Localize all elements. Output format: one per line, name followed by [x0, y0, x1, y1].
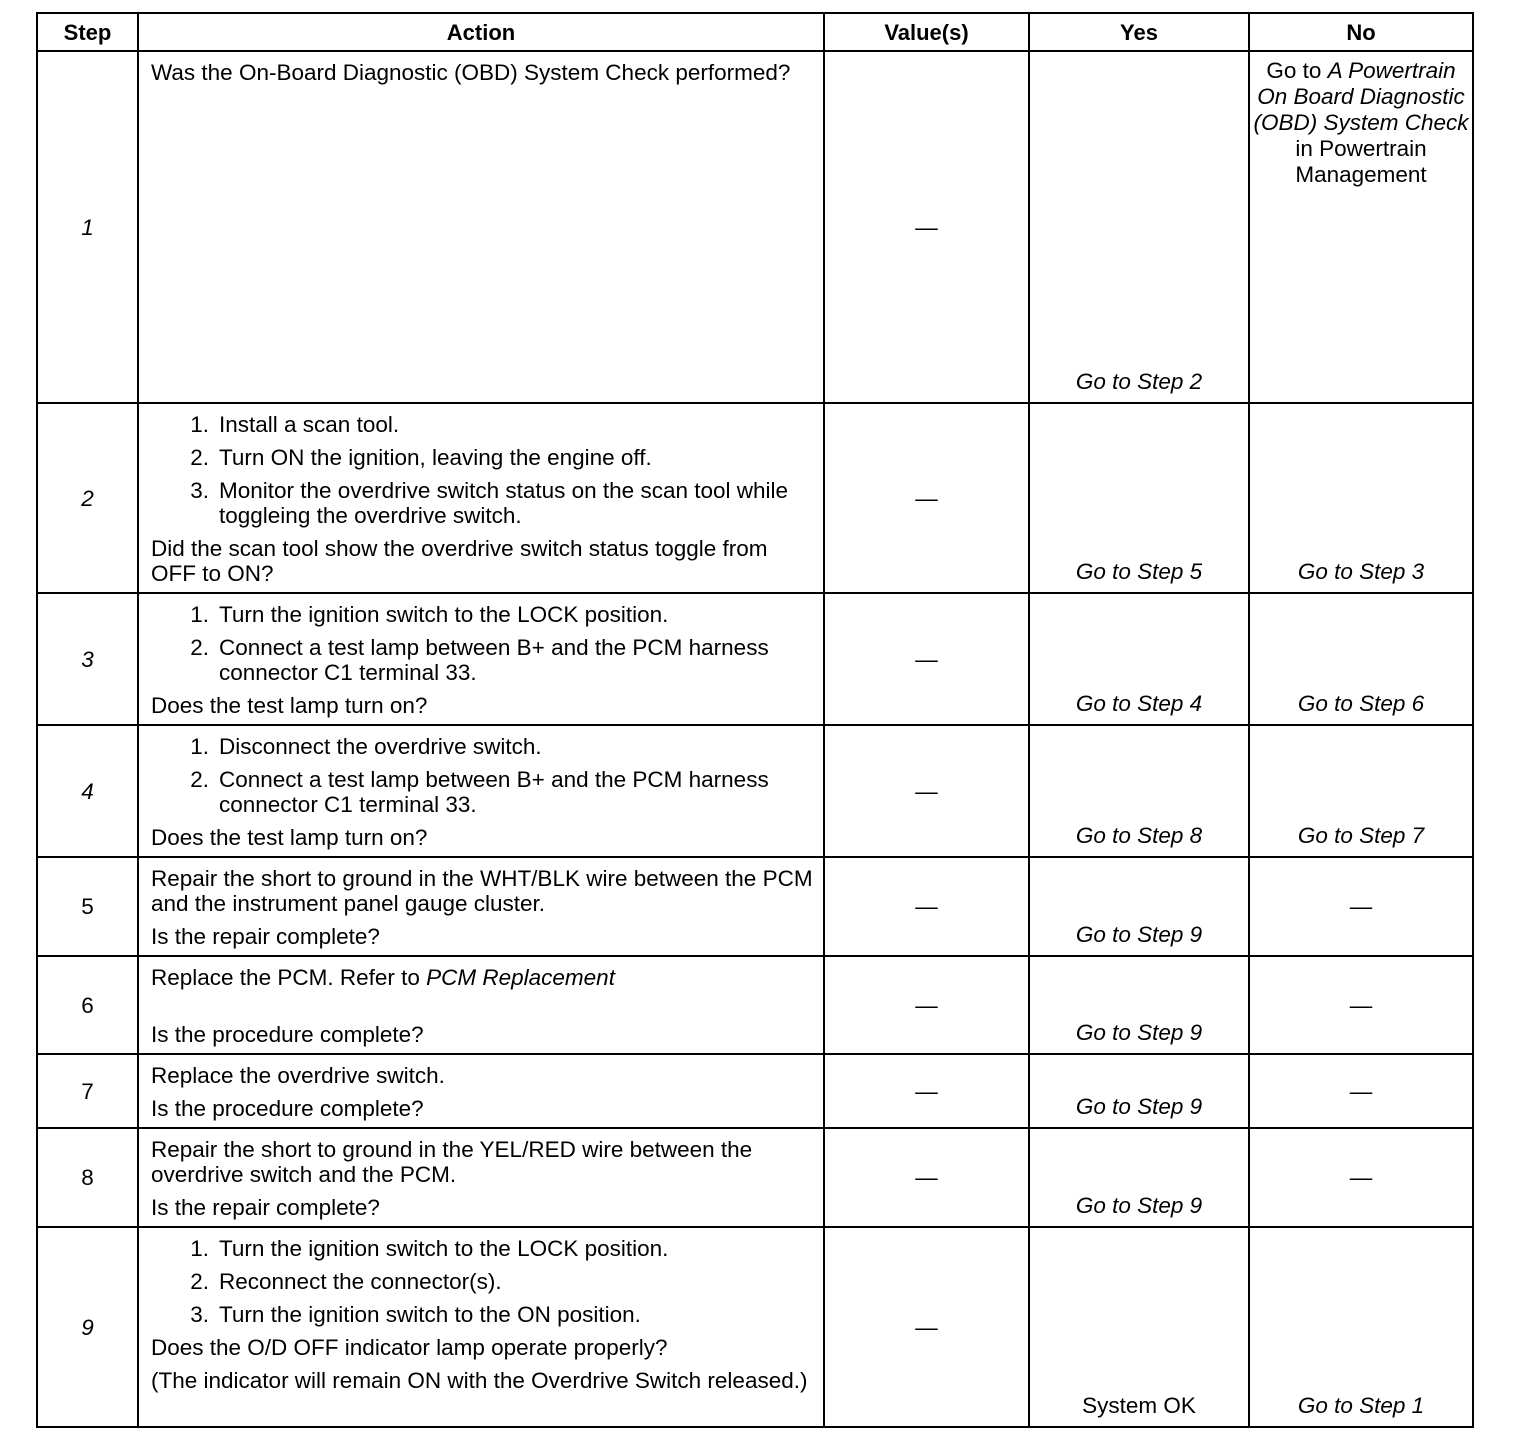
yes-cell: Go to Step 8: [1029, 725, 1249, 857]
value-cell: —: [824, 593, 1029, 725]
table-row: [37, 956, 1473, 1054]
action-item: Install a scan tool.: [219, 412, 400, 437]
action-item: Disconnect the overdrive switch.: [219, 734, 542, 759]
step-number: 6: [37, 956, 138, 1054]
yes-cell: Go to Step 9: [1029, 857, 1249, 956]
action-text-link: PCM Replacement: [426, 965, 615, 990]
action-item: Connect a test lamp between B+ and the PCM harness connector C1 terminal 33.: [219, 635, 769, 685]
action-item: Turn the ignition switch to the ON position.: [219, 1302, 641, 1327]
header-action: Action: [138, 13, 824, 51]
action-cell: [138, 593, 824, 725]
step-number: 5: [37, 857, 138, 956]
table-row: [37, 725, 1473, 857]
value-cell: —: [824, 956, 1029, 1054]
item-number: 1.: [190, 1236, 209, 1261]
action-question: Was the On-Board Diagnostic (OBD) System Check performed?: [151, 60, 791, 85]
item-number: 1.: [190, 734, 209, 759]
yes-cell: Go to Step 9: [1029, 956, 1249, 1054]
diagnostic-table: [36, 12, 1474, 1428]
step-number: 9: [37, 1227, 138, 1427]
header-step: Step: [37, 13, 138, 51]
item-number: 2.: [190, 1269, 209, 1294]
action-cell: [138, 51, 824, 403]
yes-cell: Go to Step 9: [1029, 1054, 1249, 1128]
action-text: Repair the short to ground in the YEL/RED wire between the overdrive switch and the PCM.: [151, 1137, 753, 1187]
table-row: [37, 857, 1473, 956]
table-row: [37, 593, 1473, 725]
no-cell: Go to Step 7: [1249, 725, 1473, 857]
item-number: 2.: [190, 635, 209, 660]
no-cell: —: [1249, 1128, 1473, 1227]
table-row: [37, 1128, 1473, 1227]
action-question: Did the scan tool show the overdrive switch status toggle from OFF to ON?: [151, 536, 768, 586]
header-yes: Yes: [1029, 13, 1249, 51]
action-question: Is the procedure complete?: [151, 1096, 424, 1121]
action-item: Monitor the overdrive switch status on the scan tool while toggleing the overdrive switch.: [219, 478, 789, 528]
no-cell: —: [1249, 956, 1473, 1054]
action-cell: [138, 725, 824, 857]
value-cell: —: [824, 1227, 1029, 1427]
no-link: A Powertrain On Board Diagnostic (OBD) System Check: [1253, 58, 1469, 135]
no-prefix: Go to: [1266, 58, 1328, 83]
table-row: [37, 51, 1473, 403]
action-cell: [138, 1128, 824, 1227]
action-question: Does the O/D OFF indicator lamp operate properly?: [151, 1335, 668, 1360]
action-item: Turn ON the ignition, leaving the engine off.: [219, 445, 652, 470]
step-number: 1: [37, 51, 138, 403]
header-no: No: [1249, 13, 1473, 51]
action-text: Repair the short to ground in the WHT/BLK wire between the PCM and the instrument panel gauge cluster.: [151, 866, 813, 916]
step-number: 4: [37, 725, 138, 857]
action-item: Turn the ignition switch to the LOCK position.: [219, 602, 669, 627]
value-cell: —: [824, 1054, 1029, 1128]
action-question: Is the repair complete?: [151, 924, 380, 949]
item-number: 2.: [190, 445, 209, 470]
value-cell: —: [824, 857, 1029, 956]
table-row: [37, 1054, 1473, 1128]
no-cell: —: [1249, 1054, 1473, 1128]
value-cell: —: [824, 725, 1029, 857]
no-cell: —: [1249, 857, 1473, 956]
header-row: [37, 13, 1473, 51]
action-text-prefix: Replace the PCM. Refer to: [151, 965, 427, 990]
table-row: [37, 403, 1473, 593]
action-question: Does the test lamp turn on?: [151, 693, 428, 718]
action-cell: [138, 956, 824, 1054]
step-number: 7: [37, 1054, 138, 1128]
action-text: Replace the overdrive switch.: [151, 1063, 445, 1088]
item-number: 1.: [190, 602, 209, 627]
action-text: [151, 965, 813, 990]
action-note: (The indicator will remain ON with the Overdrive Switch released.): [151, 1368, 808, 1393]
no-cell: Go to Step 1: [1249, 1227, 1473, 1427]
action-cell: [138, 1054, 824, 1128]
value-cell: —: [824, 403, 1029, 593]
action-question: Is the repair complete?: [151, 1195, 380, 1220]
item-number: 1.: [190, 412, 209, 437]
action-cell: [138, 403, 824, 593]
table-row: [37, 1227, 1473, 1427]
action-item: Connect a test lamp between B+ and the PCM harness connector C1 terminal 33.: [219, 767, 769, 817]
step-number: 8: [37, 1128, 138, 1227]
no-cell: Go to Step 6: [1249, 593, 1473, 725]
yes-cell: Go to Step 2: [1029, 51, 1249, 403]
yes-cell: System OK: [1029, 1227, 1249, 1427]
header-values: Value(s): [824, 13, 1029, 51]
no-cell: Go to Step 3: [1249, 403, 1473, 593]
yes-cell: Go to Step 9: [1029, 1128, 1249, 1227]
step-number: 3: [37, 593, 138, 725]
action-question: Does the test lamp turn on?: [151, 825, 428, 850]
action-cell: [138, 857, 824, 956]
yes-cell: Go to Step 5: [1029, 403, 1249, 593]
action-item: Turn the ignition switch to the LOCK position.: [219, 1236, 669, 1261]
no-suffix: in Powertrain Management: [1295, 136, 1427, 187]
item-number: 3.: [190, 478, 209, 503]
yes-cell: Go to Step 4: [1029, 593, 1249, 725]
value-cell: —: [824, 1128, 1029, 1227]
no-cell: [1249, 51, 1473, 403]
value-cell: —: [824, 51, 1029, 403]
action-question: Is the procedure complete?: [151, 1022, 424, 1047]
action-item: Reconnect the connector(s).: [219, 1269, 502, 1294]
item-number: 2.: [190, 767, 209, 792]
action-cell: [138, 1227, 824, 1427]
step-number: 2: [37, 403, 138, 593]
item-number: 3.: [190, 1302, 209, 1327]
